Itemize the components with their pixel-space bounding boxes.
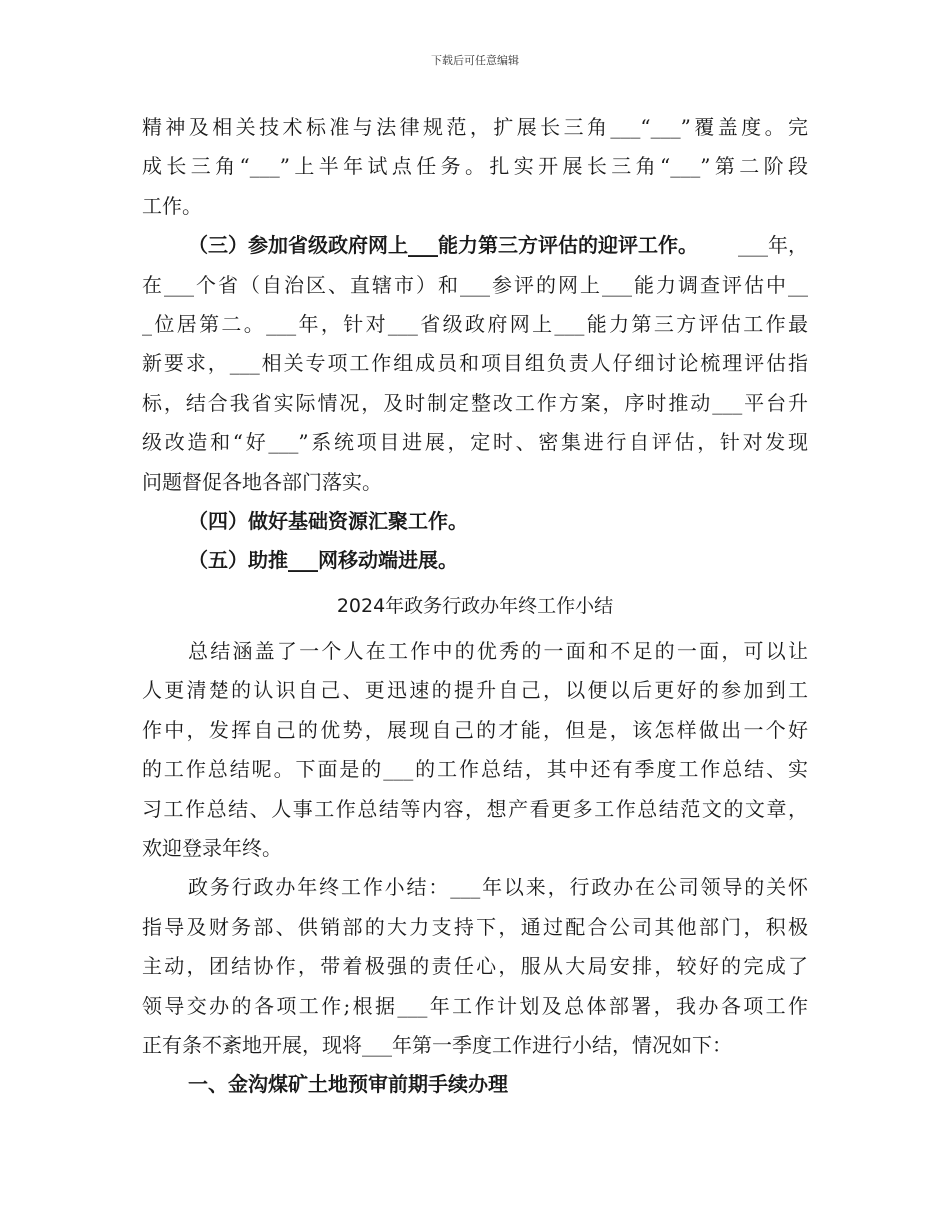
section-heading: （三）参加省级政府网上___能力第三方评估的迎评工作。: [188, 233, 698, 258]
text-line: 总结涵盖了一个人在工作中的优秀的一面和不足的一面，可以让: [188, 639, 808, 664]
text-line: 的工作总结呢。下面是的___的工作总结，其中还有季度工作总结、实: [142, 757, 808, 782]
section-heading: 一、金沟煤矿土地预审前期手续办理: [188, 1072, 508, 1097]
text-line: 级改造和“好___”系统项目进展，定时、密集进行自评估，针对发现: [142, 430, 808, 455]
page-header: 下载后可任意编辑: [431, 54, 519, 67]
section-heading-tail: ___年，: [738, 233, 808, 258]
text-line: 指导及财务部、供销部的大力支持下，通过配合公司其他部门，积极: [142, 914, 808, 939]
text-line: 欢迎登录年终。: [142, 836, 282, 861]
text-line: 领导交办的各项工作;根据___年工作计划及总体部署，我办各项工作: [142, 993, 808, 1018]
text-line: 工作。: [142, 193, 202, 218]
text-line: 在___个省（自治区、直辖市）和___参评的网上___能力调查评估中__: [142, 272, 808, 297]
document-body: [142, 108, 808, 1105]
section-heading-line: [142, 226, 808, 265]
text-line: 主动，团结协作，带着极强的责任心，服从大局安排，较好的完成了: [142, 954, 808, 979]
article-title: 2024年政务行政办年终工作小结: [336, 594, 614, 617]
section-heading: （四）做好基础资源汇聚工作。: [188, 508, 468, 533]
text-line: 问题督促各地各部门落实。: [142, 469, 382, 494]
text-line: 正有条不紊地开展，现将___年第一季度工作进行小结，情况如下：: [142, 1032, 732, 1057]
text-line: 作中，发挥自己的优势，展现自己的才能，但是，该怎样做出一个好: [142, 717, 808, 742]
text-line: 成长三角“___”上半年试点任务。扎实开展长三角“___”第二阶段: [142, 154, 808, 179]
text-line: 政务行政办年终工作小结：___年以来，行政办在公司领导的关怀: [188, 875, 808, 900]
text-line: 人更清楚的认识自己、更迅速的提升自己，以便以后更好的参加到工: [142, 678, 808, 703]
text-line: _位居第二。___年，针对___省级政府网上___能力第三方评估工作最: [142, 311, 808, 336]
text-line: 标，结合我省实际情况，及时制定整改工作方案，序时推动___平台升: [142, 390, 808, 415]
section-heading: （五）助推___网移动端进展。: [188, 548, 458, 573]
text-line: 新要求，___相关专项工作组成员和项目组负责人仔细讨论梳理评估指: [142, 351, 808, 376]
text-line: 习工作总结、人事工作总结等内容，想产看更多工作总结范文的文章，: [142, 796, 808, 821]
text-line: 精神及相关技术标准与法律规范，扩展长三角___“___”覆盖度。完: [142, 115, 808, 139]
